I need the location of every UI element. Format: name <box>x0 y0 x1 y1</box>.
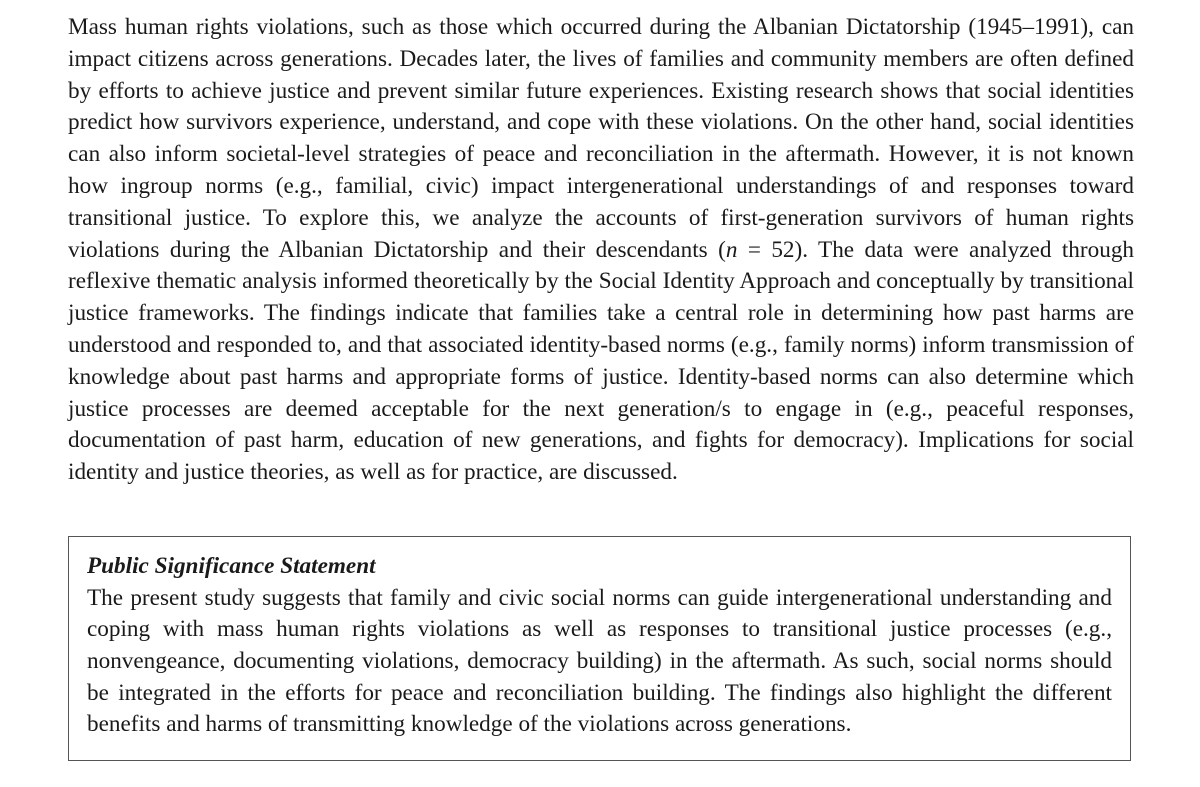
sample-size-symbol: n <box>725 236 738 263</box>
public-significance-title: Public Significance Statement <box>87 553 376 579</box>
public-significance-box <box>68 536 1131 761</box>
abstract-text-part-2: = 52). The data were analyzed through reflexive thematic analysis informed theoretically by the Social Identity Approach and conceptually by transitional justice frameworks. The findings indicate that families take a central role in determining how past harms are understood and responded to, and that associated identity-based norms (e.g., family norms) inform transmission of knowledge about past harms and appropriate forms of justice. Identity-based norms can also determine which justice processes are deemed acceptable for the next generation/s to engage in (e.g., peaceful responses, documentation of past harm, education of new generations, and fights for democracy). Implications for social identity and justice theories, as well as for practice, are discussed. <box>68 236 1135 486</box>
abstract-text-part-1: Mass human rights violations, such as those which occurred during the Albanian Dictatorship (1945–1991), can impact citizens across generations. Decades later, the lives of families and community members are often defined by efforts to achieve justice and prevent similar future experiences. Existing research shows that social identities predict how survivors experience, understand, and cope with these violations. On the other hand, social identities can also inform societal-level strategies of peace and reconciliation in the aftermath. However, it is not known how ingroup norms (e.g., familial, civic) impact intergenerational understandings of and responses toward transitional justice. To explore this, we analyze the accounts of first-generation survivors of human rights violations during the Albanian Dictatorship and their descendants ( <box>68 14 1134 263</box>
abstract-paragraph <box>68 12 1134 489</box>
public-significance-text: The present study suggests that family and civic social norms can guide intergenerational understanding and coping with mass human rights violations as well as responses to transitional justice processes (e.g., nonvengeance, documenting violations, democracy building) in the aftermath. As such, social norms should be integrated in the efforts for peace and reconciliation building. The findings also highlight the different benefits and harms of transmitting knowledge of the violations across generations. <box>87 584 1112 738</box>
